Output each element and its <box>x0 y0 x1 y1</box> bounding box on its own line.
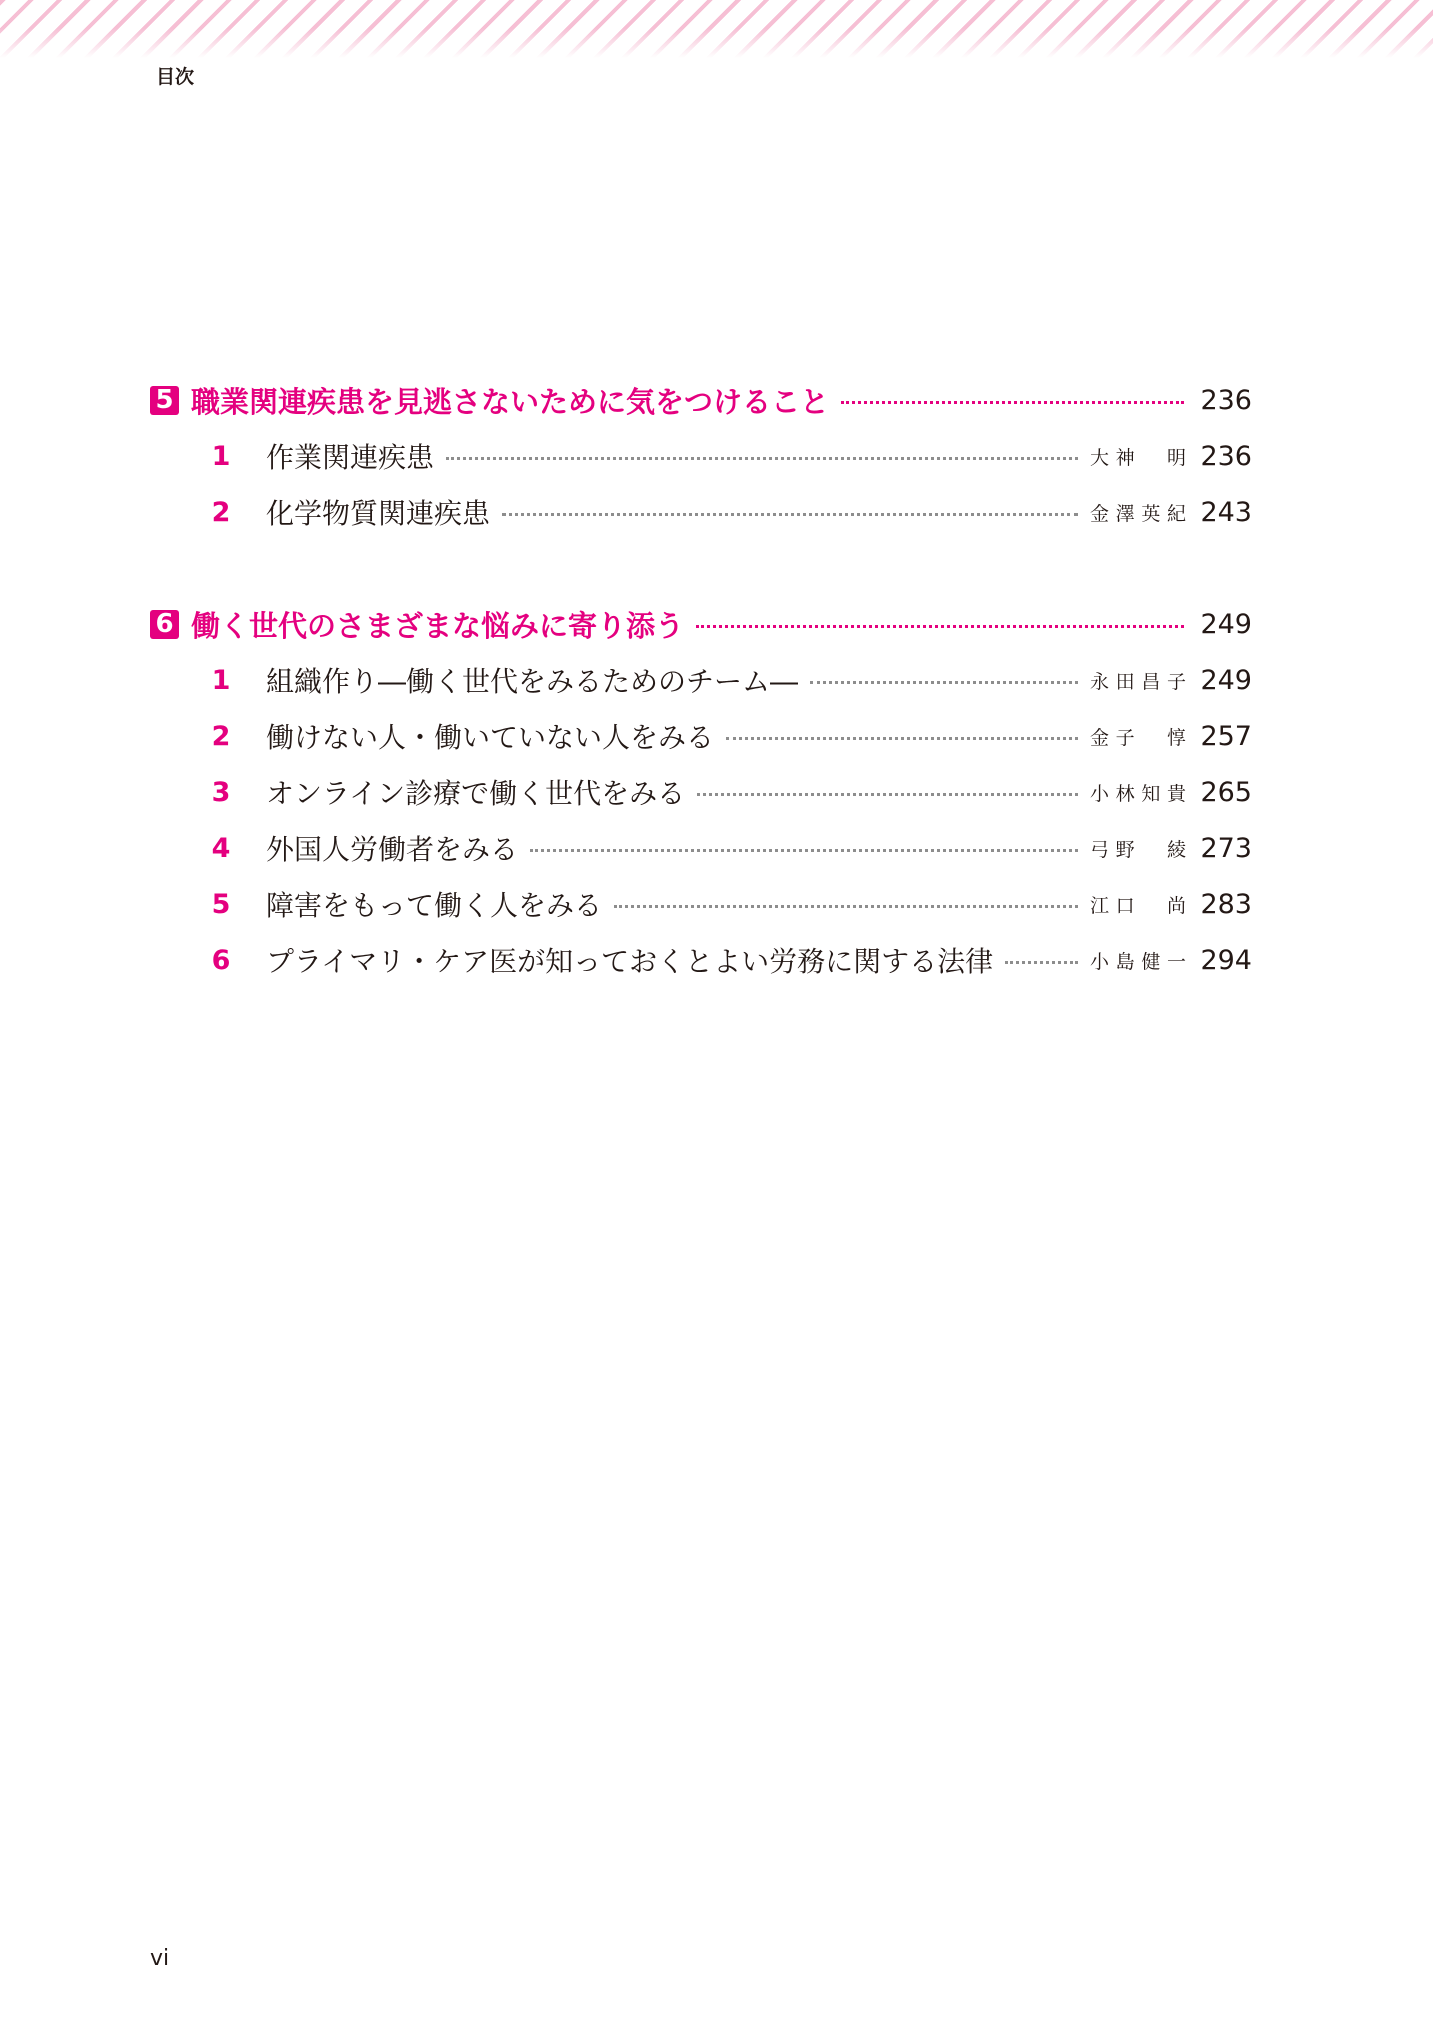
dot-leader <box>810 681 1078 684</box>
entry-page-number: 236 <box>1200 440 1252 472</box>
toc-entry[interactable] <box>150 660 1252 700</box>
entry-page-number: 273 <box>1200 832 1252 864</box>
toc-entry[interactable] <box>150 716 1252 756</box>
entry-page-number: 249 <box>1200 664 1252 696</box>
entry-page-number: 265 <box>1200 776 1252 808</box>
dot-leader <box>726 737 1078 740</box>
dot-leader <box>1005 961 1078 964</box>
entry-author: 江口 尚 <box>1090 894 1186 917</box>
page-folio: vi <box>150 1946 170 1971</box>
section-number-badge: 6 <box>150 610 179 639</box>
entry-title: 障害をもって働く人をみる <box>266 889 603 922</box>
entry-author: 小島健一 <box>1090 950 1186 973</box>
entry-page-number: 294 <box>1200 944 1252 976</box>
entry-author: 大神 明 <box>1090 446 1186 469</box>
dot-leader <box>614 905 1078 908</box>
entry-page-number: 243 <box>1200 496 1252 528</box>
entry-number: 5 <box>211 888 231 920</box>
entry-number: 3 <box>211 776 231 808</box>
entry-number: 4 <box>211 832 231 864</box>
entry-page-number: 257 <box>1200 720 1252 752</box>
toc-entry[interactable] <box>150 436 1252 476</box>
dot-leader <box>697 793 1078 796</box>
section-title: 職業関連疾患を見逃さないために気をつけること <box>191 384 830 419</box>
entry-number: 1 <box>211 440 231 472</box>
entry-title: 組織作り―働く世代をみるためのチーム― <box>266 665 799 698</box>
entry-title: 外国人労働者をみる <box>266 833 519 866</box>
section-title: 働く世代のさまざまな悩みに寄り添う <box>191 608 685 643</box>
entry-page-number: 283 <box>1200 888 1252 920</box>
toc-entry[interactable] <box>150 940 1252 980</box>
dot-leader <box>502 513 1078 516</box>
entry-author: 金子 惇 <box>1090 726 1186 749</box>
toc-entry[interactable] <box>150 772 1252 812</box>
entry-title: 働けない人・働いていない人をみる <box>266 721 715 754</box>
toc-entry[interactable] <box>150 492 1252 532</box>
entry-author: 小林知貴 <box>1090 782 1186 805</box>
entry-title: プライマリ・ケア医が知っておくとよい労務に関する法律 <box>266 945 994 978</box>
entry-author: 弓野 綾 <box>1090 838 1186 861</box>
dot-leader <box>841 401 1184 404</box>
entry-author: 永田昌子 <box>1090 670 1186 693</box>
dot-leader <box>446 457 1078 460</box>
dot-leader <box>530 849 1078 852</box>
entry-number: 2 <box>211 496 231 528</box>
entry-number: 6 <box>211 944 231 976</box>
toc-entry[interactable] <box>150 828 1252 868</box>
section-page-number: 249 <box>1200 608 1252 640</box>
entry-title: 化学物質関連疾患 <box>266 497 491 530</box>
header-stripe-band <box>0 0 1433 58</box>
section-page-number: 236 <box>1200 384 1252 416</box>
toc-entry[interactable] <box>150 884 1252 924</box>
dot-leader <box>696 625 1184 628</box>
toc-section-5[interactable] <box>150 380 1252 420</box>
entry-title: オンライン診療で働く世代をみる <box>266 777 686 810</box>
entry-number: 2 <box>211 720 231 752</box>
section-number-badge: 5 <box>150 386 179 415</box>
entry-number: 1 <box>211 664 231 696</box>
running-head: 目次 <box>152 64 198 90</box>
entry-title: 作業関連疾患 <box>266 441 435 474</box>
entry-author: 金澤英紀 <box>1090 502 1186 525</box>
toc-section-6[interactable] <box>150 604 1252 644</box>
